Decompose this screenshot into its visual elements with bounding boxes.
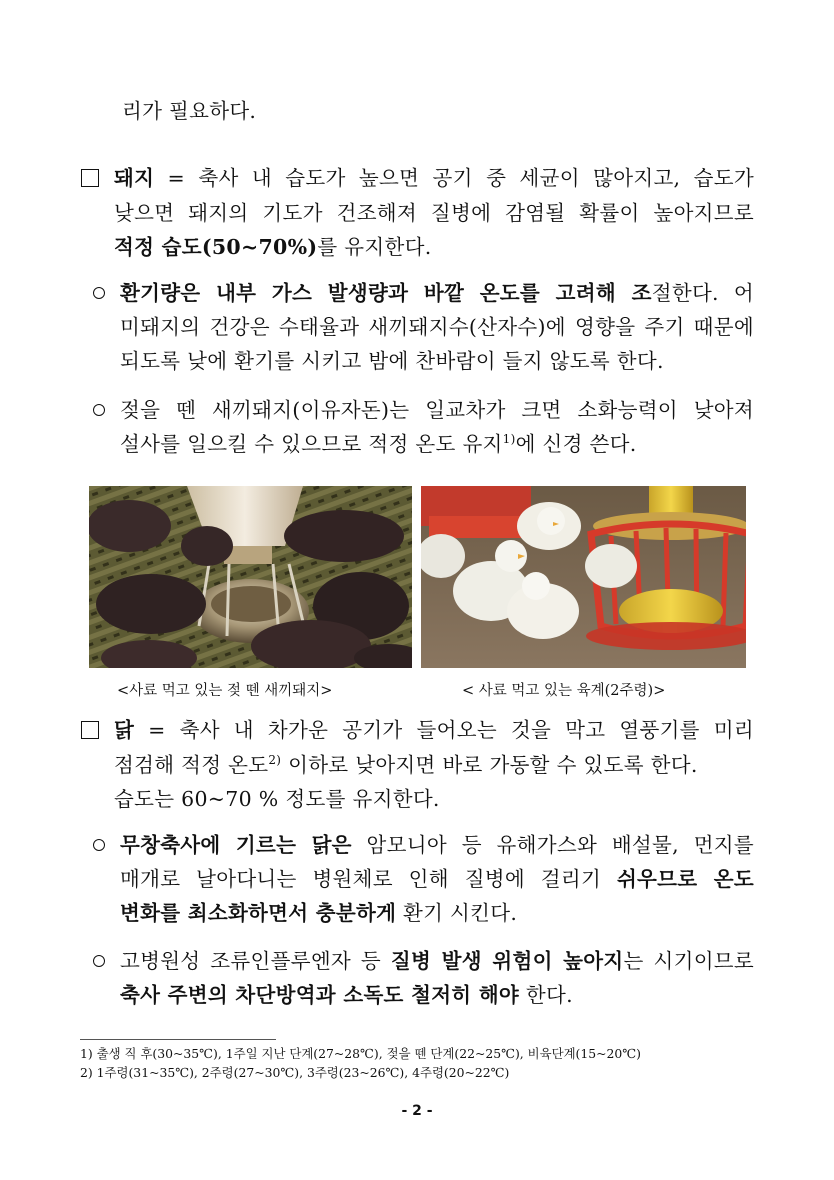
chicken-line-2-a: 점검해 적정 온도 bbox=[114, 753, 269, 777]
bullet-circle-icon bbox=[93, 287, 105, 299]
chicken-line-2-b: 이하로 낮아지면 바로 가동할 수 있도록 한다. bbox=[281, 753, 698, 777]
pig-line-3 bbox=[114, 233, 432, 261]
footnote-1: 1) 출생 직 후(30~35℃), 1주일 지난 단계(27~28℃), 젖을 뗀 단계(22~25℃), 비육단계(15~20℃) bbox=[80, 1046, 641, 1061]
footnote-ref-2: 2) bbox=[268, 753, 282, 767]
piglets-photo bbox=[89, 486, 412, 668]
chicken-bullet-1-line-1 bbox=[120, 831, 754, 859]
chicken-bullet-1-line-3-bold: 변화를 최소화하면서 충분하게 bbox=[120, 901, 397, 925]
chicken-bullet-1-line-2-a: 매개로 날아다니는 병원체로 인해 질병에 걸리기 bbox=[120, 867, 617, 891]
pig-bullet-1-bold: 환기량은 내부 가스 발생량과 바깥 온도를 고려해 조 bbox=[120, 281, 652, 305]
pig-bullet-1-line-3: 되도록 낮에 환기를 시키고 밤에 찬바람이 들지 않도록 한다. bbox=[120, 349, 664, 373]
chicken-label: 닭 bbox=[114, 718, 135, 742]
pig-bullet-1-line-2: 미돼지의 건강은 수태율과 새끼돼지수(산자수)에 영향을 주기 때문에 bbox=[120, 315, 754, 339]
chicken-line-3: 습도는 60~70 % 정도를 유지한다. bbox=[114, 787, 440, 811]
chicken-bullet-1-line-2-bold: 쉬우므로 온도 bbox=[616, 867, 754, 891]
pig-line-3-rest: 를 유지한다. bbox=[317, 235, 432, 259]
chicks-image bbox=[421, 486, 746, 668]
chicken-bullet-2-line-2-bold: 축사 주변의 차단방역과 소독도 철저히 해야 bbox=[120, 983, 520, 1007]
chicken-bullet-2-b: 는 시기이므로 bbox=[623, 949, 755, 973]
bullet-circle-icon bbox=[93, 955, 105, 967]
chicken-bullet-2-bold: 질병 발생 위험이 높아지 bbox=[390, 949, 624, 973]
checkbox-square-icon bbox=[81, 169, 99, 187]
chicks-photo bbox=[421, 486, 746, 668]
chicken-bullet-1-rest: 암모니아 등 유해가스와 배설물, 먼지를 bbox=[351, 833, 755, 857]
chicken-bullet-2-a: 고병원성 조류인플루엔자 등 bbox=[120, 949, 391, 973]
pig-line-2: 낮으면 돼지의 기도가 건조해져 질병에 감염될 확률이 높아지므로 bbox=[114, 201, 754, 225]
left-photo-caption: <사료 먹고 있는 젖 뗀 새끼돼지> bbox=[117, 683, 333, 699]
chicken-line-1-text: = 축사 내 차가운 공기가 들어오는 것을 막고 열풍기를 미리 bbox=[148, 718, 754, 742]
chicken-bullet-2-line-1 bbox=[120, 947, 754, 975]
checkbox-square-icon bbox=[81, 721, 99, 739]
page-number: - 2 - bbox=[401, 1103, 433, 1119]
chicken-bullet-2-line-2-rest: 한다. bbox=[519, 983, 573, 1007]
pig-bullet-2-text-b: 에 신경 쓴다. bbox=[515, 432, 637, 456]
pig-label: 돼지 bbox=[114, 166, 155, 190]
chicken-bullet-1-bold: 무창축사에 기르는 닭은 bbox=[120, 833, 352, 857]
pig-bullet-2-text-a: 설사를 일으킬 수 있으므로 적정 온도 유지 bbox=[120, 432, 503, 456]
chicken-bullet-2-line-2 bbox=[120, 981, 573, 1009]
chicken-line-2 bbox=[114, 751, 698, 779]
footnote-2: 2) 1주령(31~35℃), 2주령(27~30℃), 3주령(23~26℃), 4주령(20~22℃) bbox=[80, 1065, 510, 1080]
pig-line-1 bbox=[114, 164, 754, 192]
footnote-ref-1: 1) bbox=[502, 432, 516, 446]
chicken-bullet-1-line-3 bbox=[120, 899, 517, 927]
pig-humidity-bold: 적정 습도(50~70%) bbox=[114, 235, 318, 259]
pig-line-1-text: = 축사 내 습도가 높으면 공기 중 세균이 많아지고, 습도가 bbox=[167, 166, 754, 190]
pig-bullet-2-line-1: 젖을 뗀 새끼돼지(이유자돈)는 일교차가 크면 소화능력이 낮아져 bbox=[120, 398, 754, 422]
chicken-line-1 bbox=[114, 716, 754, 744]
chicken-bullet-1-line-3-rest: 환기 시킨다. bbox=[396, 901, 518, 925]
pig-bullet-2-line-2 bbox=[120, 430, 637, 458]
chicken-bullet-1-line-2 bbox=[120, 865, 754, 893]
continuation-text: 리가 필요하다. bbox=[122, 99, 257, 123]
bullet-circle-icon bbox=[93, 839, 105, 851]
bullet-circle-icon bbox=[93, 404, 105, 416]
piglets-image bbox=[89, 486, 412, 668]
pig-bullet-1-line-1 bbox=[120, 279, 754, 307]
right-photo-caption: < 사료 먹고 있는 육계(2주령)> bbox=[462, 683, 666, 699]
pig-bullet-1-rest: 절한다. 어 bbox=[651, 281, 754, 305]
footnote-divider bbox=[80, 1039, 276, 1040]
